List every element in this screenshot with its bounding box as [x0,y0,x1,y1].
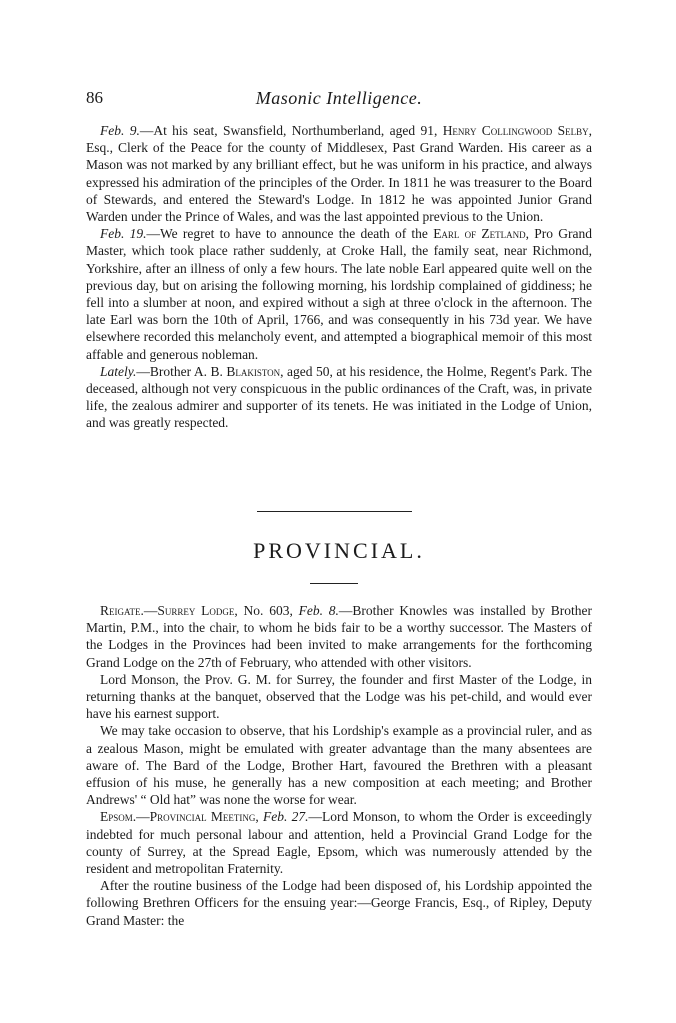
reigate-report [86,602,592,671]
obituary-entry [86,225,592,363]
section-title: PROVINCIAL. [253,538,425,563]
report-text: —Brother Knowles was installed by Brother Martin, P.M., into the chair, to whom he bids fair to be a worthy successor. The Masters of the Lodges in the Provinces had been invited to make arrangements for the forthcoming Grand Lodge on the 27th of February, who attended with other visitors. [86,603,592,670]
meeting-name: —Provincial Meeting, [136,809,259,825]
obituary-section [86,122,592,432]
provincial-section [86,602,592,929]
section-rule-top [257,511,412,512]
lodge-name: —Surrey Lodge, [143,603,238,618]
entry-text: , aged 50, at his residence, the Holme, Regent's Park. The deceased, although not very conspicuous in the public ordinances of the Craft, was, in private life, the zealous admirer and supporter of its tenets. He was initiated in the Lodge of Union, and was greatly respected. [86,363,592,431]
place-name: Reigate. [100,603,144,618]
entry-lead: —We regret to have to announce the death of the [146,226,428,242]
place-name: Epsom. [100,809,137,825]
entry-lead: —Brother A. B. [136,363,223,379]
entry-date: Feb. 19. [100,226,147,242]
entry-text: , Esq., Clerk of the Peace for the county of Middlesex, Past Grand Warden. His career as a Mason was not marked by any brilliant effect, but he was uniform in his practice, and always expressed his admiration of the principles of the Order. In 1811 he was treasurer to the Board of Stewards, and entered the Steward's Lodge. In 1812 he was appointed Junior Grand Warden under the Prince of Wales, and was the last appointed previous to the Union. [86,123,592,225]
report-text: —Lord Monson, to whom the Order is exceedingly indebted for much personal labour and attention, held a Provincial Grand Lodge for the county of Surrey, at the Spread Eagle, Epsom, which was numerously attended by the resident and metropolitan Fraternity. [86,809,593,877]
entry-text: , Pro Grand Master, which took place rather suddenly, at Croke Hall, the family seat, near Richmond, Yorkshire, after an illness of only a few hours. The late noble Earl appeared quite well on the previous day, but on arising the following morning, his lordship complained of giddiness; he fell into a slumber at noon, and expired without a sigh at three o'clock in the afternoon. The late Earl was born the 10th of April, 1766, and was consequently in his 73d year. We have elsewhere recorded this melancholy event, and attempted a biographical memoir of this most affable and generous nobleman. [86,226,592,362]
running-title: Masonic Intelligence. [255,88,423,108]
reigate-paragraph: Lord Monson, the Prov. G. M. for Surrey, the founder and first Master of the Lodge, in returning thanks at the banquet, observed that the Lodge was his pet-child, and would ever have his earnest support. [86,671,592,722]
entry-date: Lately. [100,363,137,379]
entry-name: Earl of Zetland [433,226,526,242]
section-rule-bottom [310,583,358,584]
entry-lead: —At his seat, Swansfield, Northumberland, aged 91, [139,123,438,138]
entry-name: Blakiston [226,363,281,379]
reigate-paragraph: We may take occasion to observe, that his Lordship's example as a provincial ruler, and as a zealous Mason, might be emulated with greater advantage than the many absentees are aware of. The Bard of the Lodge, Brother Hart, favoured the Brethren with a pleasant effusion of his muse, he generally has a new composition at each meeting; and Brother Andrews' “ Old hat” was none the worse for wear. [86,723,592,808]
epsom-report [86,808,592,877]
obituary-entry [86,122,592,225]
epsom-paragraph: After the routine business of the Lodge had been disposed of, his Lordship appointed the following Brethren Officers for the ensuing year:—George Francis, Esq., of Ripley, Deputy Grand Master: the [86,878,592,928]
report-date: Feb. 8. [298,603,339,618]
report-date: Feb. 27. [258,809,309,825]
page-header [86,88,592,108]
obituary-entry [86,363,592,432]
page-number: 86 [86,88,103,107]
lodge-number: No. 603, [237,603,299,618]
entry-name: Henry Collingwood Selby [442,123,589,138]
entry-date: Feb. 9. [100,123,140,138]
